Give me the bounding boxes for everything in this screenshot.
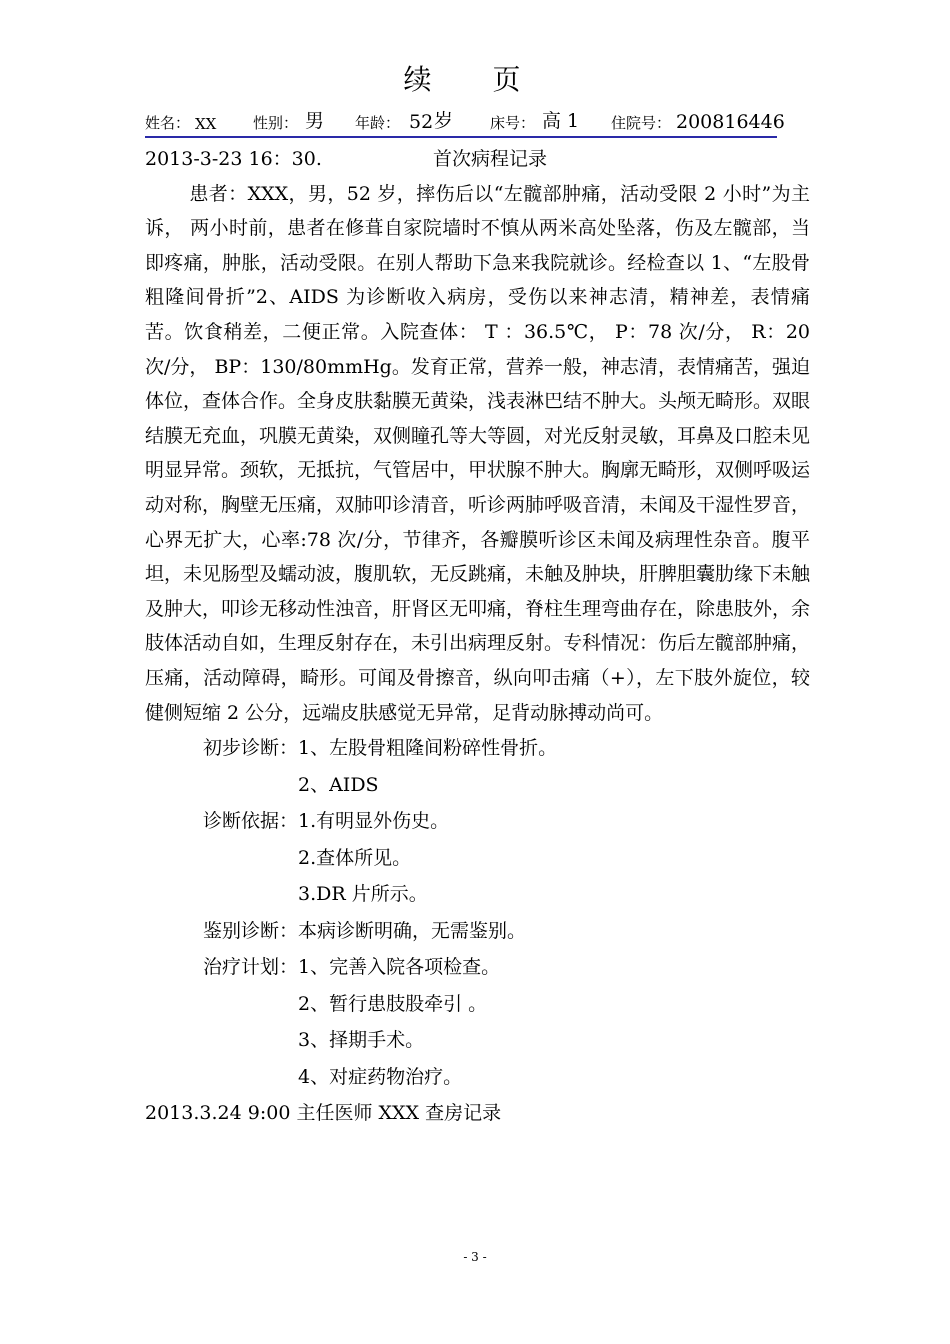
basis-item: 3.DR 片所示。: [298, 883, 428, 906]
admission-value: 200816446: [676, 111, 785, 133]
page-number: - 3 -: [463, 1250, 487, 1264]
plan-item: 1、完善入院各项检查。: [298, 956, 501, 979]
name-label: 姓名：: [145, 114, 191, 132]
patient-header: [145, 106, 785, 138]
age-value: 52: [409, 111, 434, 133]
basis-label: 诊断依据：: [202, 810, 298, 833]
medical-record: [145, 142, 810, 1132]
name-value: XX: [195, 115, 217, 133]
basis-item: 1.有明显外伤史。: [298, 810, 450, 833]
age-unit: 岁: [434, 110, 454, 132]
plan-item: 4、对症药物治疗。: [298, 1065, 463, 1088]
diagnosis-section: [145, 730, 810, 1132]
basis-item: 2.查体所见。: [298, 846, 412, 869]
differential-text: 本病诊断明确，无需鉴别。: [298, 919, 527, 942]
diagnosis-item: 1、左股骨粗隆间粉碎性骨折。: [298, 737, 558, 760]
differential-label: 鉴别诊断：: [202, 919, 298, 942]
diagnosis-label: 初步诊断：: [202, 737, 298, 760]
page-title: 续 页: [403, 63, 547, 96]
plan-label: 治疗计划：: [202, 956, 298, 979]
plan-item: 2、暂行患肢股牵引 。: [298, 992, 488, 1015]
age-label: 年龄：: [355, 114, 401, 132]
admission-label: 住院号：: [611, 114, 672, 132]
record-title: 首次病程记录: [433, 148, 548, 170]
diagnosis-item: 2、AIDS: [298, 773, 379, 796]
record-body-text: 患者：XXX，男，52 岁，摔伤后以“左髋部肿痛，活动受限 2 小时”为主诉， 两小时前，患者在修葺自家院墙时不慎从两米高处坠落，伤及左髋部，当即疼痛，肿胀，活动受限。在别人帮助下急来我院就诊。经检查以 1、“左股骨粗隆间骨折”2、AIDS 为诊断收入病房，受伤以来神志清，精神差，表情痛苦。饮食稍差，二便正常。入院查体： T ：36.5℃， P：78 次/分， R：20 次/分， BP：130/80mmHg。发育正常，营养一般，神志清，表情痛苦，强迫体位，查体合作。全身皮肤黏膜无黄染，浅表淋巴结不肿大。头颅无畸形。双眼结膜无充血，巩膜无黄染，双侧瞳孔等大等圆，对光反射灵敏，耳鼻及口腔未见明显异常。颈软，无抵抗，气管居中，甲状腺不肿大。胸廓无畸形，双侧呼吸运动对称，胸壁无压痛，双肺叩诊清音，听诊两肺呼吸音清，未闻及干湿性罗音，心界无扩大，心率:78 次/分，节律齐，各瓣膜听诊区未闻及病理性杂音。腹平坦，未见肠型及蠕动波，腹肌软，无反跳痛，未触及肿块，肝脾胆囊肋缘下未触及肿大，叩诊无移动性浊音，肝肾区无叩痛，脊柱生理弯曲存在，除患肢外，余肢体活动自如，生理反射存在，未引出病理反射。专科情况：伤后左髋部肿痛，压痛，活动障碍，畸形。可闻及骨擦音，纵向叩击痛（+），左下肢外旋位，较健侧短缩 2 公分，远端皮肤感觉无异常，足背动脉搏动尚可。: [145, 182, 811, 724]
next-record-heading: 2013.3.24 9:00 主任医师 XXX 查房记录: [145, 1102, 502, 1125]
plan-item: 3、择期手术。: [298, 1029, 425, 1052]
bed-label: 床号：: [490, 114, 536, 132]
record-heading: [145, 142, 810, 177]
sex-value: 男: [305, 110, 325, 132]
sex-label: 性别：: [253, 114, 299, 132]
record-body: [145, 177, 810, 731]
bed-value: 高 1: [542, 110, 580, 132]
record-datetime: 2013-3-23 16：30.: [145, 148, 322, 170]
